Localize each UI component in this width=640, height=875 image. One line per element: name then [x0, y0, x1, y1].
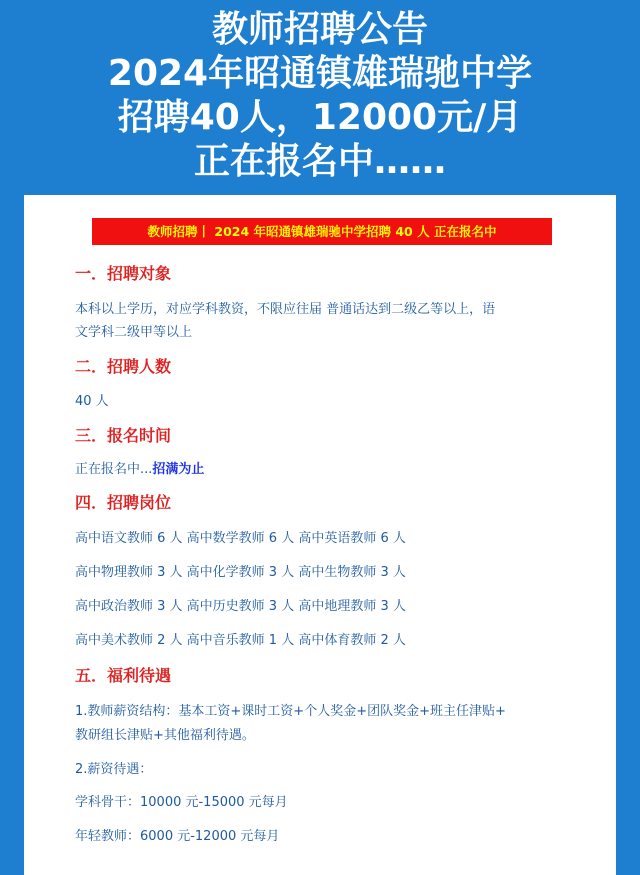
positions-row-2: 高中物理教师 3 人 高中化学教师 3 人 高中生物教师 3 人 [75, 565, 406, 580]
positions-row-4: 高中美术教师 2 人 高中音乐教师 1 人 高中体育教师 2 人 [75, 633, 406, 648]
count-text: 40 人 [75, 394, 109, 409]
headline-banner: 教师招聘丨 2024 年昭通镇雄瑞驰中学招聘 40 人 正在报名中 [92, 218, 552, 245]
until-full-link[interactable]: 招满为止 [152, 462, 205, 477]
poster-header [0, 8, 640, 184]
benefits-line-4: 学科骨干：10000 元-15000 元每月 [75, 795, 288, 810]
content-card [24, 195, 616, 875]
header-count-salary: 招聘40人，12000元/月 [117, 97, 523, 138]
section-title-time: 三．报名时间 [75, 426, 172, 445]
time-text [75, 459, 204, 481]
section-title-count: 二．招聘人数 [75, 357, 172, 376]
positions-row-3: 高中政治教师 3 人 高中历史教师 3 人 高中地理教师 3 人 [75, 599, 406, 614]
benefits-line-2: 教研组长津贴+其他福利待遇。 [75, 728, 255, 743]
benefits-line-1: 1.教师薪资结构：基本工资+课时工资+个人奖金+团队奖金+班主任津贴+ [75, 704, 506, 719]
benefits-line-3: 2.薪资待遇： [75, 762, 153, 777]
target-text-line-1: 本科以上学历，对应学科教资，不限应往届 普通话达到二级乙等以上，语 [75, 302, 496, 317]
positions-row-1: 高中语文教师 6 人 高中数学教师 6 人 高中英语教师 6 人 [75, 531, 406, 546]
section-title-target: 一．招聘对象 [75, 264, 172, 283]
header-school: 2024年昭通镇雄瑞驰中学 [107, 53, 533, 94]
time-status: 正在报名中... [75, 462, 153, 477]
section-title-positions: 四．招聘岗位 [75, 493, 172, 512]
benefits-line-5: 年轻教师：6000 元-12000 元每月 [75, 829, 280, 844]
header-status: 正在报名中…… [193, 141, 446, 182]
target-text-line-2: 文学科二级甲等以上 [75, 325, 193, 340]
section-title-benefits: 五．福利待遇 [75, 666, 172, 685]
header-title: 教师招聘公告 [211, 9, 428, 50]
